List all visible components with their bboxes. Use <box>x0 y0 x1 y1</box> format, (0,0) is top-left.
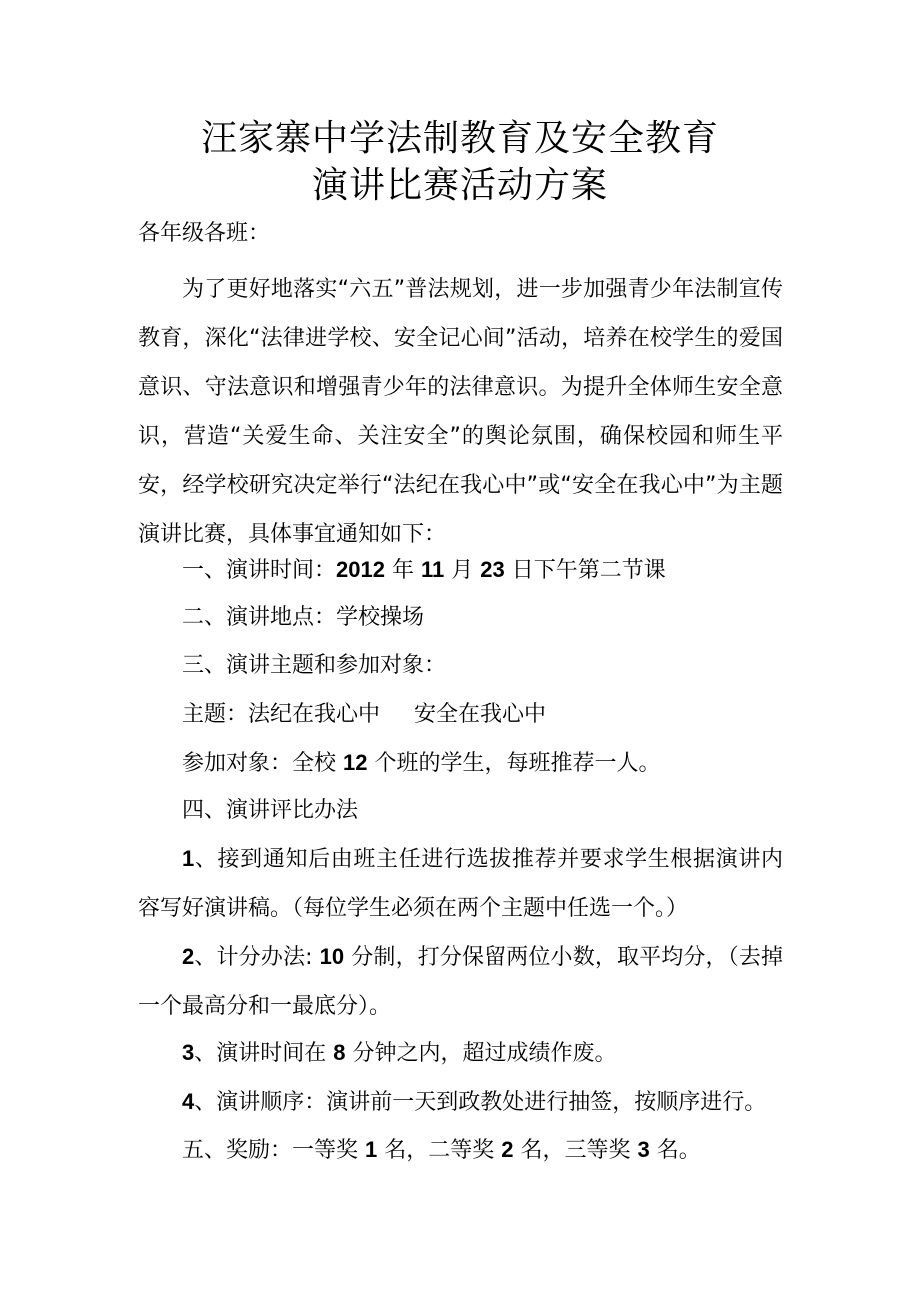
speech-time-prefix: 一、演讲时间： <box>182 558 337 583</box>
awards-text-b: 名，二等奖 <box>384 1138 495 1163</box>
rule-4 <box>182 1088 782 1117</box>
rule-1 <box>138 834 783 933</box>
topic-line <box>182 701 782 729</box>
document-title-line2: 演讲比赛活动方案 <box>311 165 608 206</box>
participants-prefix: 参加对象：全校 <box>182 751 337 776</box>
rule-2 <box>138 932 783 1031</box>
rule-2-number: 2 <box>182 944 195 969</box>
participants-count: 12 <box>343 750 368 775</box>
awards-line <box>182 1136 782 1165</box>
awards-text-a: 五、奖励：一等奖 <box>182 1138 359 1163</box>
rule-4-number: 4 <box>182 1089 195 1114</box>
rule-2-text-b: 分制，打分保留两位小数，取平均分，（去掉一个最高分和一最底分）。 <box>138 945 783 1019</box>
topic-theme-2: 安全在我心中 <box>414 702 547 727</box>
speech-year: 2012 <box>336 557 385 582</box>
awards-text-d: 名。 <box>656 1138 701 1163</box>
rule-3-minutes: 8 <box>333 1040 346 1065</box>
intro-paragraph: 为了更好地落实“六五”普法规划，进一步加强青少年法制宣传教育，深化“法律进学校、安全记心间”活动，培养在校学生的爱国意识、守法意识和增强青少年的法律意识。为提升全体师生安全意识，营造“关爱生命、关注安全”的舆论氛围，确保校园和师生平安，经学校研究决定举行“法纪在我心中”或“安全在我心中”为主题演讲比赛，具体事宜通知如下： <box>138 277 783 547</box>
document-title-line1: 汪家寨中学法制教育及安全教育 <box>200 118 719 159</box>
rule-1-text: 、接到通知后由班主任进行选拔推荐并要求学生根据演讲内容写好演讲稿。（每位学生必须在两个主题中任选一个。） <box>138 847 783 921</box>
speech-month: 11 <box>420 557 445 582</box>
speech-day-rest: 日下午第二节课 <box>511 558 666 583</box>
awards-third-count: 3 <box>637 1137 650 1162</box>
awards-text-c: 名，三等奖 <box>520 1138 631 1163</box>
rule-3 <box>182 1039 782 1068</box>
speech-month-unit: 月 <box>451 558 474 583</box>
rules-heading: 四、演讲评比办法 <box>182 798 359 823</box>
rule-4-text: 、演讲顺序：演讲前一天到政教处进行抽签，按顺序进行。 <box>194 1090 767 1115</box>
participants-suffix: 个班的学生，每班推荐一人。 <box>374 751 661 776</box>
awards-second-count: 2 <box>501 1137 514 1162</box>
salutation: 各年级各班： <box>138 221 271 246</box>
speech-day: 23 <box>480 557 505 582</box>
rule-3-text-b: 分钟之内，超过成绩作废。 <box>352 1041 617 1066</box>
topic-label: 主题： <box>182 702 249 727</box>
rule-3-number: 3 <box>182 1040 195 1065</box>
rule-2-text-a: 、计分办法: <box>194 945 313 970</box>
rule-3-text-a: 、演讲时间在 <box>194 1041 327 1066</box>
awards-first-count: 1 <box>365 1137 378 1162</box>
topic-heading: 三、演讲主题和参加对象： <box>182 653 447 678</box>
speech-year-unit: 年 <box>391 558 414 583</box>
rule-1-number: 1 <box>182 846 195 871</box>
speech-time-line <box>182 556 782 585</box>
speech-place-line: 二、演讲地点：学校操场 <box>182 605 425 630</box>
rule-2-score: 10 <box>319 944 345 969</box>
topic-theme-1: 法纪在我心中 <box>248 702 381 727</box>
participants-line <box>182 749 782 778</box>
